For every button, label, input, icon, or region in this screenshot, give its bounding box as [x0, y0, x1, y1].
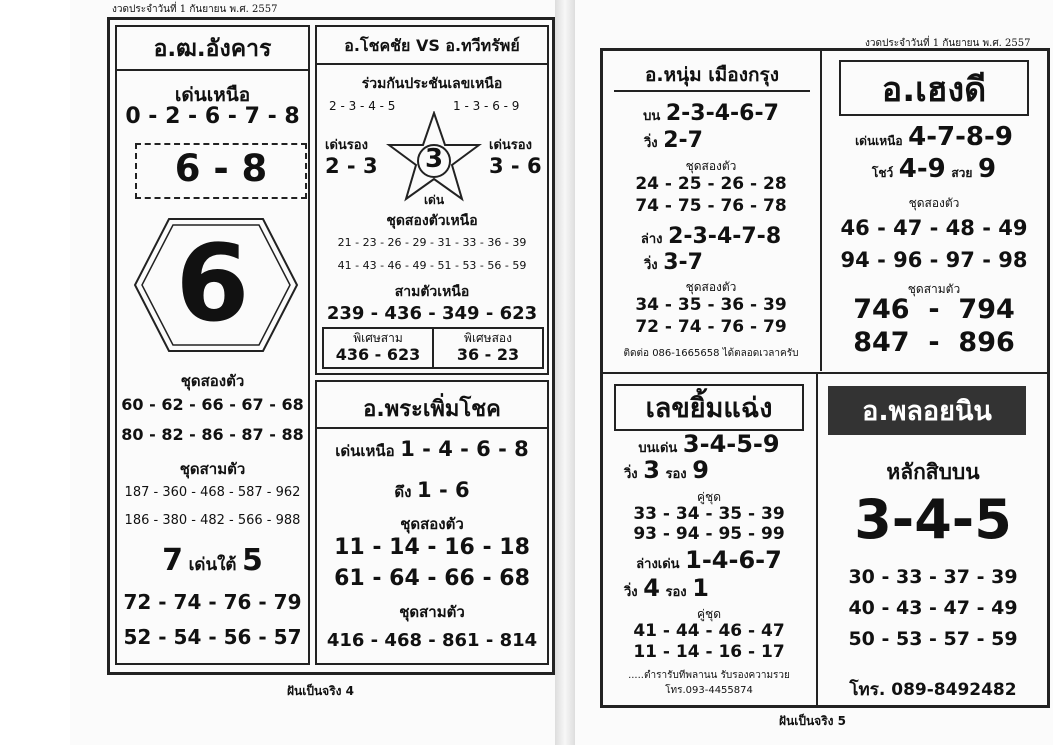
three-digit-row: 416 - 468 - 861 - 814 [326, 630, 538, 651]
set-left: 2 - 3 - 4 - 5 [329, 99, 396, 113]
two-digit-label-2: ชุดสองตัว [685, 280, 737, 294]
run-a: 3 [643, 456, 660, 484]
three-1b: 794 [958, 294, 1015, 325]
big-numbers: 3-4-5 [854, 488, 1012, 551]
two-digit-row-1: 60 - 62 - 66 - 67 - 68 [121, 395, 304, 414]
two-digit-row-2: 61 - 64 - 66 - 68 [334, 566, 530, 591]
run-row-2 [624, 574, 709, 602]
special2-label: พิเศษสอง [464, 331, 512, 345]
row-1: 30 - 33 - 37 - 39 [848, 566, 1018, 588]
second-label: รอง [665, 467, 687, 482]
subtitle: ร่วมกันประชันเลขเหนือ [361, 76, 503, 92]
column-divider-bottom [816, 374, 818, 705]
lead-numbers: 0 - 2 - 6 - 7 - 8 [125, 104, 300, 129]
lead-row [317, 437, 547, 463]
three-digit-row-1: 187 - 360 - 468 - 587 - 962 [124, 485, 301, 500]
set-right: 1 - 3 - 6 - 9 [453, 99, 520, 113]
right-page-header: งวดประจำวันที่ 1 กันยายน พ.ศ. 2557 [865, 38, 1031, 49]
two-digit-row-2: 80 - 82 - 86 - 87 - 88 [121, 425, 304, 444]
three-digit-row: 239 - 436 - 349 - 623 [326, 303, 538, 324]
pair-numbers: 6 - 8 [174, 147, 268, 190]
two-digit-label: ชุดสองตัว [685, 159, 737, 173]
column-divider-top [820, 51, 822, 371]
dash: - [928, 327, 940, 358]
left-page-footer: ฝันเป็นจริง 4 [287, 684, 355, 698]
low-lead-label: เด่นใต้ [188, 555, 237, 575]
top-row [606, 430, 812, 458]
top-label: บนเด่น [638, 441, 678, 456]
lead-numbers: 4-7-8-9 [908, 122, 1013, 152]
ajarn-heng-panel [823, 54, 1045, 372]
title-divider [317, 427, 547, 429]
pairs-row-4: 11 - 14 - 16 - 17 [633, 642, 785, 662]
two-digit-label: ชุดสองตัว [400, 515, 464, 533]
run-label-2: วิ่ง [644, 258, 658, 273]
bottom-numbers: 2-3-4-7-8 [668, 224, 782, 249]
run-bottom-numbers: 3-7 [663, 250, 703, 275]
footer-phone: โทร.093-4455874 [665, 685, 753, 696]
title-divider [117, 69, 308, 71]
ajarn-tue-panel [115, 25, 310, 665]
run-bottom-row [644, 250, 703, 275]
lead-numbers: 1 - 4 - 6 - 8 [400, 437, 529, 461]
low-lead-b: 5 [241, 543, 263, 578]
ajarn-phra-panel [315, 380, 549, 665]
special3-numbers: 436 - 623 [335, 345, 421, 364]
bottom-row-1: 72 - 74 - 76 - 79 [123, 590, 302, 614]
three-digit-row-1 [823, 294, 1045, 325]
special3-label: พิเศษสาม [353, 331, 403, 345]
ajarn-num-title: อ.หนุ่ม เมืองกรุง [614, 60, 810, 92]
runner-label-right: เด่นรอง [489, 138, 532, 153]
ajarn-vs-title: อ.โชคชัย VS อ.ทวีทรัพย์ [344, 36, 520, 55]
two-digit-label: ชุดสองตัวเหนือ [386, 213, 478, 229]
lek-yim-panel [606, 378, 812, 703]
three-digit-label: ชุดสามตัว [399, 603, 465, 621]
three-digit-label: ชุดสามตัว [179, 460, 246, 478]
low-lead-a: 7 [162, 543, 184, 578]
two-digit-label: ชุดสองตัว [180, 372, 245, 390]
runner-label-left: เด่นรอง [325, 138, 368, 153]
pull-label: ดึง [394, 483, 412, 501]
run-b: 9 [692, 456, 709, 484]
two-digit-row-2: 94 - 96 - 97 - 98 [840, 248, 1028, 272]
row-3: 50 - 53 - 57 - 59 [848, 628, 1018, 650]
three-1a: 746 [853, 294, 910, 325]
pairs-label: คู่ชุด [697, 490, 721, 504]
two-digit-row-4: 72 - 74 - 76 - 79 [635, 317, 787, 337]
three-digit-row-2: 186 - 380 - 482 - 566 - 988 [124, 513, 301, 528]
run-c: 4 [643, 574, 660, 602]
bottom-label: ล่างเด่น [636, 557, 680, 572]
two-digit-row-2: 74 - 75 - 76 - 78 [635, 196, 787, 216]
pull-row [317, 478, 547, 504]
ajarn-num-panel [606, 54, 816, 372]
three-digit-label: ชุดสามตัว [907, 282, 961, 296]
row-divider [603, 372, 1047, 374]
left-page-header: งวดประจำวันที่ 1 กันยายน พ.ศ. 2557 [112, 4, 278, 15]
ajarn-phra-title: อ.พระเพิ่มโชค [363, 397, 501, 422]
lek-yim-title: เลขยิ้มแฉ่ง [614, 384, 804, 431]
run-d: 1 [692, 574, 709, 602]
subtitle: หลักสิบบน [886, 460, 980, 484]
runner-left: 2 - 3 [325, 154, 378, 178]
pairs-row-2: 93 - 94 - 95 - 99 [633, 524, 785, 544]
lead-label: เด่นเหนือ [855, 134, 903, 148]
page-gutter [555, 0, 575, 745]
lead-label: เด่นเหนือ [335, 442, 395, 460]
three-digit-label: สามตัวเหนือ [394, 284, 470, 300]
run-label: วิ่ง [644, 136, 658, 151]
phone: โทร. 089-8492482 [849, 680, 1017, 700]
big-digit: 6 [175, 222, 250, 345]
run-label-2: วิ่ง [624, 585, 638, 600]
two-digit-row-1: 24 - 25 - 26 - 28 [635, 174, 787, 194]
run-top-numbers: 2-7 [663, 128, 703, 153]
bottom-label: ล่าง [640, 232, 663, 247]
top-numbers: 3-4-5-9 [682, 430, 780, 458]
pairs-row-1: 33 - 34 - 35 - 39 [633, 504, 785, 524]
pairs-label-2: คู่ชุด [697, 607, 721, 621]
star-digit: 3 [424, 144, 444, 174]
contact: ติดต่อ 086-1665658 ได้ตลอดเวลาครับ [623, 348, 799, 359]
star-label: เด่น [423, 193, 445, 207]
ajarn-heng-title: อ.เฮงดี [839, 60, 1029, 116]
right-page-footer: ฝันเป็นจริง 5 [779, 714, 847, 728]
runner-right: 3 - 6 [489, 154, 542, 178]
pull-numbers: 1 - 6 [417, 478, 470, 502]
two-digit-row-3: 34 - 35 - 36 - 39 [635, 295, 787, 315]
three-2a: 847 [853, 327, 910, 358]
row-2: 40 - 43 - 47 - 49 [848, 597, 1018, 619]
show-row [823, 154, 1045, 184]
show-label: โชว์ [871, 166, 894, 180]
low-lead [117, 543, 308, 578]
dash: - [928, 294, 940, 325]
ajarn-tue-title: อ.ฒ.อังคาร [153, 36, 272, 62]
bottom-row [606, 224, 816, 249]
lead-row [823, 122, 1045, 152]
top-row [606, 101, 816, 126]
pretty-number: 9 [978, 154, 997, 184]
pretty-label: สวย [951, 166, 973, 180]
ajarn-ploy-title: อ.พลอยนิน [828, 386, 1026, 435]
three-2b: 896 [958, 327, 1015, 358]
footer-note: .....ตำรารับทีพลานน รับรองความรวย [628, 670, 790, 681]
special-box [322, 327, 544, 369]
top-numbers: 2-3-4-6-7 [665, 101, 779, 126]
two-digit-row-1: 46 - 47 - 48 - 49 [840, 216, 1028, 240]
bottom-numbers: 1-4-6-7 [685, 546, 782, 574]
three-digit-row-2 [823, 327, 1045, 358]
title-divider [317, 63, 547, 65]
bottom-row-2: 52 - 54 - 56 - 57 [123, 625, 302, 649]
top-label: บน [643, 109, 661, 124]
ajarn-vs-panel [315, 25, 549, 375]
two-digit-row-1: 11 - 14 - 16 - 18 [334, 535, 530, 560]
run-label: วิ่ง [624, 467, 638, 482]
second-label-2: รอง [665, 585, 687, 600]
run-top-row [644, 128, 703, 153]
bottom-row [606, 546, 812, 574]
two-digit-row-1: 21 - 23 - 26 - 29 - 31 - 33 - 36 - 39 [337, 236, 527, 249]
show-numbers: 4-9 [898, 154, 946, 184]
two-digit-row-2: 41 - 43 - 46 - 49 - 51 - 53 - 56 - 59 [337, 259, 527, 272]
lead-label: เด่นเหนือ [174, 84, 251, 106]
pairs-row-3: 41 - 44 - 46 - 47 [633, 621, 785, 641]
two-digit-label: ชุดสองตัว [908, 196, 960, 210]
ajarn-ploy-panel [820, 378, 1046, 703]
run-row [624, 456, 709, 484]
special2-numbers: 36 - 23 [456, 345, 520, 364]
